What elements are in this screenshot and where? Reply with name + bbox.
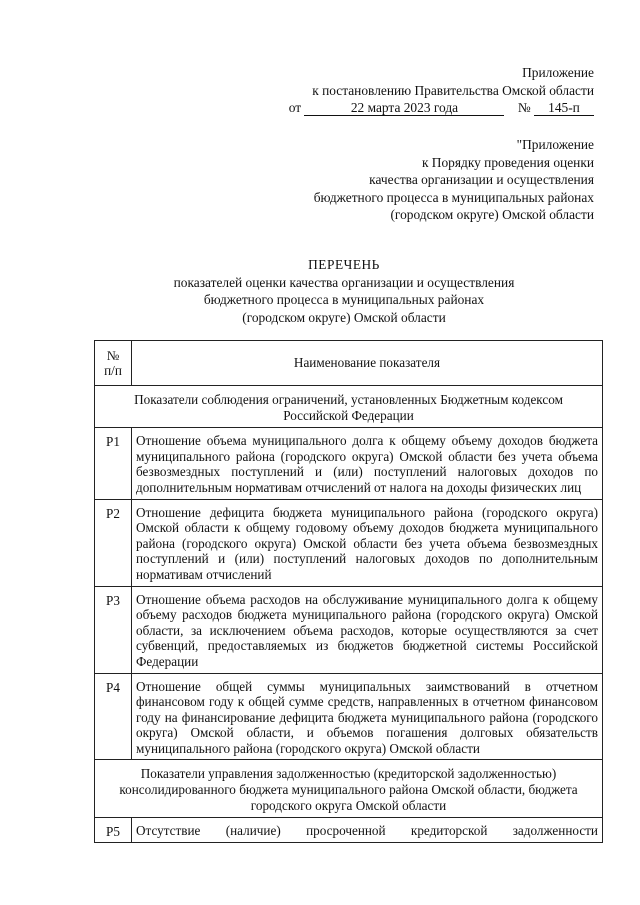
- sub-appendix-header: [314, 136, 594, 224]
- resolution-ref: к постановлению Правительства Омской области: [312, 82, 594, 98]
- section1-line: Показатели соблюдения ограничений, установленных Бюджетным кодексом: [134, 392, 563, 407]
- section2-line: консолидированного бюджета муниципального района Омской области, бюджета: [119, 782, 578, 798]
- row-text: Отношение общей суммы муниципальных заимствований в отчетном финансовом году к общей сумме средств, направленных в отчетном финансовом году на финансирование дефицита бюджета муниципального района (городского округа) Омской области, и объемов погашения долговых обязательств муниципального района (городского округа) Омской области: [132, 673, 603, 760]
- section-row: [95, 386, 603, 428]
- row5-word: просроченной: [306, 823, 386, 839]
- sub-header-line: бюджетного процесса в муниципальных районах: [313, 189, 594, 205]
- section2-title: [95, 760, 603, 818]
- row5-word: задолженности: [512, 823, 598, 839]
- row-text: Отношение объема муниципального долга к общему объему доходов бюджета муниципального района (городского округа) Омской области без учета объема безвозмездных поступлений и (или) поступлений налоговых доходов по дополнительным нормативам отчислений от налога на доходы физических лиц: [132, 428, 603, 499]
- table-header-row: [95, 341, 603, 386]
- row5-word: кредиторской: [410, 823, 488, 839]
- table-row: [95, 586, 603, 673]
- table-row: [95, 818, 603, 843]
- section2-line: городского округа Омской области: [250, 797, 447, 813]
- appendix-header: [289, 64, 594, 117]
- sub-header-line: качества организации и осуществления: [369, 172, 594, 188]
- row-text: Отношение объема расходов на обслуживание муниципального долга к общему объему расходов бюджета муниципального района (городского округа) Омской области, за исключением объема расходов, которые осуществляются за счет субвенций, предоставляемых из бюджетов бюджетной системы Российской Федерации: [132, 586, 603, 673]
- title-line: показателей оценки качества организации и осуществления: [173, 274, 515, 290]
- section1-line: Российской Федерации: [283, 407, 414, 423]
- col-num-header-line1: №: [106, 348, 120, 363]
- date-prefix: от: [288, 100, 302, 116]
- sub-header-line: (городском округе) Омской области: [390, 207, 594, 223]
- sub-header-line: к Порядку проведения оценки: [421, 154, 594, 170]
- col-name-header: Наименование показателя: [132, 341, 603, 386]
- col-num-header: [95, 341, 132, 386]
- row5-word: Отсутствие: [136, 823, 201, 839]
- row-code: Р1: [95, 428, 132, 499]
- col-num-header-line2: п/п: [104, 363, 122, 378]
- date-value: 22 марта 2023 года: [304, 100, 504, 116]
- row-code: Р5: [95, 818, 132, 843]
- date-number-line: [289, 99, 594, 117]
- row-code: Р3: [95, 586, 132, 673]
- appendix-title: Приложение: [522, 65, 594, 80]
- number-prefix: №: [517, 100, 531, 116]
- sub-header-line: "Приложение: [516, 137, 594, 152]
- title-heading: ПЕРЕЧЕНЬ: [308, 257, 380, 272]
- section-row: [95, 760, 603, 818]
- section2-line: Показатели управления задолженностью (кредиторской задолженностью): [140, 766, 557, 782]
- row5-word: (наличие): [225, 823, 281, 839]
- document-title: [60, 256, 628, 326]
- table-row: [95, 428, 603, 499]
- title-line: бюджетного процесса в муниципальных районах: [203, 292, 485, 308]
- row-text: [132, 818, 603, 843]
- row-code: Р2: [95, 499, 132, 586]
- indicators-table: [94, 340, 603, 843]
- row-code: Р4: [95, 673, 132, 760]
- table-row: [95, 673, 603, 760]
- section1-title: [95, 386, 603, 428]
- table-row: [95, 499, 603, 586]
- row-text: Отношение дефицита бюджета муниципального района (городского округа) Омской области к общему годовому объему доходов бюджета муниципального района (городского округа) Омской области без учета объема безвозмездных поступлений и (или) поступлений налоговых доходов по дополнительным нормативам отчислений: [132, 499, 603, 586]
- title-line: (городском округе) Омской области: [242, 309, 446, 325]
- number-value: 145-п: [534, 100, 594, 116]
